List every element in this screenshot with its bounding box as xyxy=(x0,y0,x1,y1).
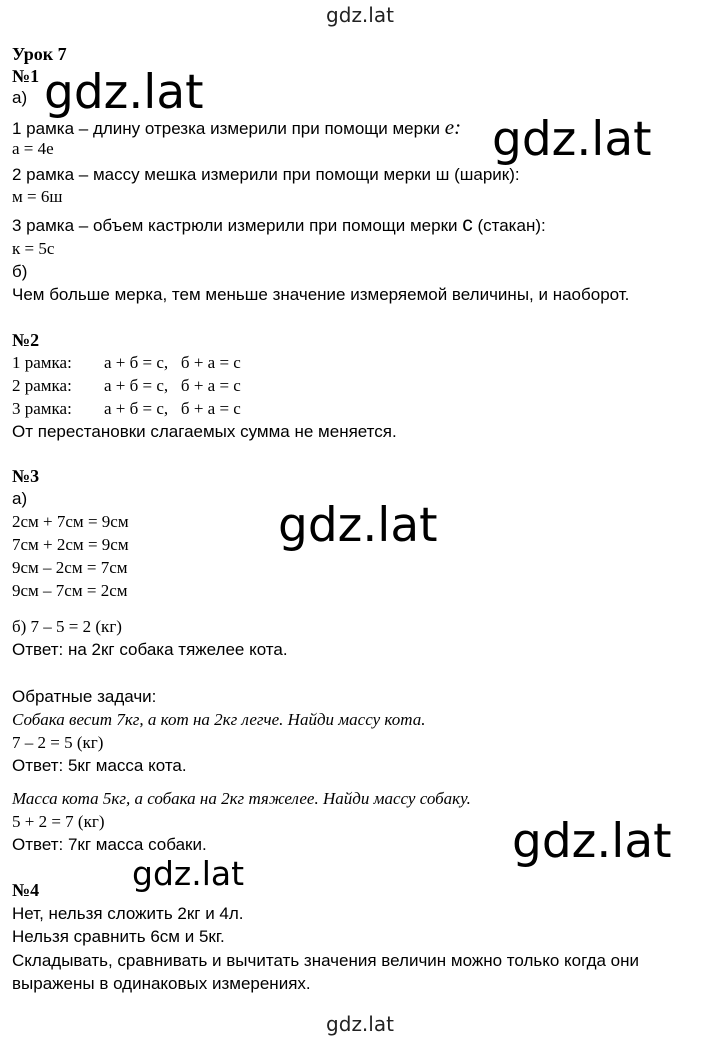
task2-conclusion: От перестановки слагаемых сумма не меняется. xyxy=(12,422,397,441)
task2-row-label: 2 рамка: xyxy=(12,376,72,395)
task1-number: №1 xyxy=(12,66,40,86)
task3-number: №3 xyxy=(12,466,40,486)
task3-inverse1-eq: 7 – 2 = 5 (кг) xyxy=(12,733,104,752)
task1-part-b: б) xyxy=(12,262,28,281)
task3-equation: 2см + 7см = 9см xyxy=(12,512,129,531)
task4-line2: Нельзя сравнить 6см и 5кг. xyxy=(12,927,225,946)
task1-line3-tail: (стакан): xyxy=(472,216,546,235)
task3-inverse2-answer: Ответ: 7кг масса собаки. xyxy=(12,835,207,854)
task2-row-formula: а + б = с, б + а = с xyxy=(104,376,241,395)
task2-row xyxy=(12,376,241,396)
site-footer: gdz.lat xyxy=(326,1012,394,1036)
task4-line1: Нет, нельзя сложить 2кг и 4л. xyxy=(12,904,244,923)
task1-line2: 2 рамка – массу мешка измерили при помощи мерки ш (шарик): xyxy=(12,165,520,184)
task3-equation: 9см – 7см = 2см xyxy=(12,581,128,600)
task1-line3 xyxy=(12,215,546,236)
task1-conclusion: Чем больше мерка, тем меньше значение измеряемой величины, и наоборот. xyxy=(12,285,630,304)
task3-equation: 9см – 2см = 7см xyxy=(12,558,128,577)
task4-line3: Складывать, сравнивать и вычитать значения величин можно только когда они xyxy=(12,951,640,970)
task3-answer-b: Ответ: на 2кг собака тяжелее кота. xyxy=(12,640,288,659)
task2-row-formula: а + б = с, б + а = с xyxy=(104,353,241,372)
task4-line4: выражены в одинаковых измерениях. xyxy=(12,974,311,993)
task3-inverse1-text: Собака весит 7кг, а кот на 2кг легче. Найди массу кота. xyxy=(12,710,426,729)
watermark: gdz.lat xyxy=(132,854,245,893)
task1-line3-text: 3 рамка – объем кастрюли измерили при помощи мерки xyxy=(12,216,463,235)
watermark: gdz.lat xyxy=(278,498,438,553)
task1-line1-unit: е: xyxy=(444,115,462,139)
task2-row xyxy=(12,353,241,373)
task1-line1-text: 1 рамка – длину отрезка измерили при помощи мерки xyxy=(12,119,445,138)
task2-row-formula: а + б = с, б + а = с xyxy=(104,399,241,418)
task2-row xyxy=(12,399,241,419)
task3-inverse2-text: Масса кота 5кг, а собака на 2кг тяжелее. Найди массу собаку. xyxy=(12,789,471,808)
watermark: gdz.lat xyxy=(492,112,652,167)
task2-row-label: 1 рамка: xyxy=(12,353,72,372)
task3-part-a: а) xyxy=(12,489,28,508)
lesson-title: Урок 7 xyxy=(12,44,67,64)
task3-inverse-title: Обратные задачи: xyxy=(12,687,157,706)
task1-line1 xyxy=(12,117,461,139)
task2-row-label: 3 рамка: xyxy=(12,399,72,418)
site-header: gdz.lat xyxy=(326,3,394,27)
task2-number: №2 xyxy=(12,330,40,350)
watermark: gdz.lat xyxy=(44,65,204,120)
task1-eq3: к = 5с xyxy=(12,239,55,258)
task1-eq2: м = 6ш xyxy=(12,187,63,206)
task1-eq1: а = 4е xyxy=(12,139,54,158)
watermark: gdz.lat xyxy=(512,814,672,869)
task4-number: №4 xyxy=(12,880,40,900)
task3-part-b: б) 7 – 5 = 2 (кг) xyxy=(12,617,122,636)
task1-part-a: а) xyxy=(12,88,28,107)
task1-line3-unit: с xyxy=(462,213,473,236)
task3-inverse2-eq: 5 + 2 = 7 (кг) xyxy=(12,812,105,831)
task3-equation: 7см + 2см = 9см xyxy=(12,535,129,554)
task3-inverse1-answer: Ответ: 5кг масса кота. xyxy=(12,756,187,775)
